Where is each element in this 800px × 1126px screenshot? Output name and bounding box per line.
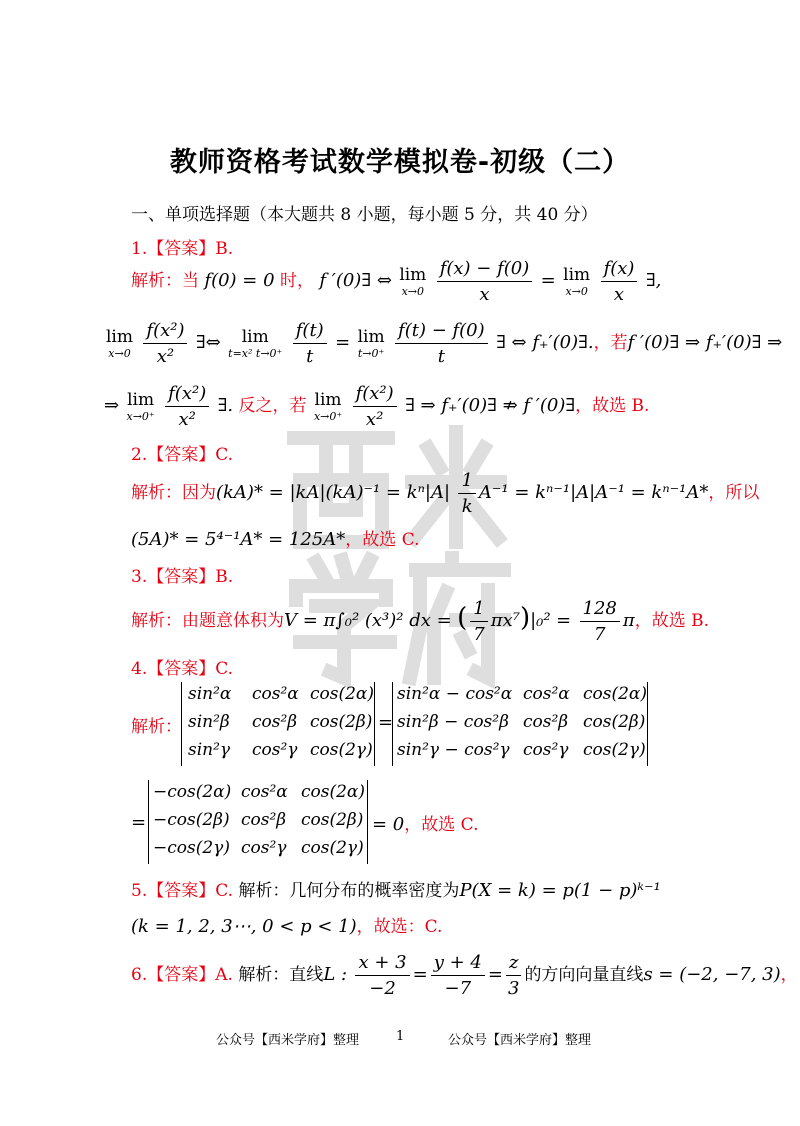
q1-fraction-2: $\frac{f(x)}{x}$ [601, 258, 638, 305]
q4-result [372, 810, 478, 835]
q1-conversely: 反之，若 [238, 396, 307, 416]
q1-not-imply: ∃ ⇒ f₊′(0)∃ ⇏ f ′(0)∃ [405, 395, 576, 416]
q3-evaluation: |₀² [530, 610, 551, 631]
q3-explanation-label: 解析：由题意体积为 [131, 611, 284, 631]
q1-line-2 [104, 320, 782, 367]
q1-equals: = [540, 270, 556, 291]
q1-fraction-4: $\frac{f(t)}{t}$ [293, 320, 327, 367]
q2-line-1 [131, 470, 759, 517]
q1-limit-3: lim x→0 [106, 327, 133, 360]
q6-vector: s = (−2, −7, 3) [643, 964, 781, 985]
q4-determinant-2: sin²α − cos²α cos²α cos(2α) sin²β − cos²β cos²β cos(2β) sin²γ − cos²γ cos²γ cos(2γ) [392, 682, 648, 766]
page-number: 1 [396, 1029, 405, 1044]
q5-line-1 [131, 876, 661, 901]
q1-iff: ∃⇔ [195, 332, 221, 353]
q6-line-label: L : [323, 964, 348, 985]
q1-implication: f ′(0)∃ ⇒ f₊′(0)∃ ⇒ [627, 332, 783, 353]
q5-formula: P(X = k) = p(1 − p)ᵏ⁻¹ [459, 880, 661, 901]
q5-choose: ，故选：C. [356, 917, 443, 937]
q1-condition: f(0) = 0 [204, 270, 275, 291]
q4-equals-1: = [378, 712, 394, 733]
q3-fraction-2: $\frac{128}{7}$ [580, 598, 620, 645]
q6-line-1: 6.【答案】A. 解析：直线L : $\frac{x + 3}{-2}$ = $\frac{y + 4}{-7}$ = $\frac{z}{3}$ 的方向向量直线s = (−2, −7, 3)， [131, 952, 798, 999]
q1-fraction-3: $\frac{\text{f(x²)}}{\text{x²}}$ [143, 320, 187, 367]
page-title: 教师资格考试数学模拟卷-初级（二） [169, 147, 631, 178]
q1-right-derivative: ∃ ⇔ f₊′(0)∃. [496, 332, 594, 353]
q1-limit-7: lim x→0⁺ [313, 390, 343, 423]
q2-formula-a: (kA)* = |kA|(kA)⁻¹ = kⁿ|A| [216, 482, 451, 503]
q6-explanation: 解析：直线 [238, 965, 324, 985]
q5-line-2 [131, 912, 442, 937]
q2-choose: ，故选 C. [345, 530, 420, 550]
q1-limit-6: lim x→0⁺ [126, 390, 155, 423]
q6-comma: ， [780, 965, 798, 985]
q1-if: ，若 [593, 333, 628, 353]
answer-1: 1.【答案】B. [131, 239, 234, 259]
watermark-logo [286, 420, 516, 690]
q4-explanation-label: 解析： [131, 717, 182, 737]
q1-exists-2: ∃. [217, 395, 234, 416]
q6-fraction-3: $\frac{z}{3}$ [506, 952, 521, 999]
q3-equals: = [556, 610, 572, 631]
q3-choose: ，故选 B. [634, 611, 710, 631]
q3-antiderivative: πx⁷ [490, 610, 520, 631]
footer-right: 公众号【西米学府】整理 [448, 1033, 592, 1048]
q1-limit-5: lim t→0⁺ [357, 327, 385, 360]
q2-formula-b: A⁻¹ = kⁿ⁻¹|A|A⁻¹ = kⁿ⁻¹A* [478, 482, 709, 503]
answer-3: 3.【答案】B. [131, 567, 234, 587]
answer-2: 2.【答案】C. [131, 445, 234, 465]
answer-6: 6.【答案】A. [131, 965, 233, 985]
q5-explanation: 解析：几何分布的概率密度为 [238, 881, 460, 901]
q1-fraction-6: $\frac{\text{f(x²)}}{\text{x²}}$ [165, 383, 209, 430]
q1-implies: ⇒ [104, 395, 120, 416]
q1-fraction-7: $\frac{\text{f(x²)}}{\text{x²}}$ [353, 383, 397, 430]
q6-fraction-1: $\frac{x + 3}{-2}$ [355, 952, 409, 999]
q2-line-2 [131, 525, 420, 550]
q4-choose: ，故选 C. [404, 815, 479, 835]
q1-when: 时， [279, 271, 314, 291]
q1-choose: ，故选 B. [575, 396, 650, 416]
q3-line-1: 解析：由题意体积为V = π∫₀² (x³)² dx = ( $\frac{1}{7}$ πx⁷)|₀² = $\frac{128}{7}$ π，故选 B. [131, 598, 710, 645]
q5-domain: (k = 1, 2, 3⋯, 0 < p < 1) [131, 916, 357, 937]
q1-explanation-label: 解析：当 [131, 271, 199, 291]
q2-explanation-label: 解析：因为 [131, 483, 216, 503]
q1-fraction-5: $\frac{f(t) - f(0)}{t}$ [395, 320, 488, 367]
q1-line-1 [131, 258, 661, 305]
q1-line-3 [104, 383, 649, 430]
q4-equals-2: = [131, 812, 147, 833]
q1-exists: ∃, [645, 270, 662, 291]
q1-equals-2: = [335, 332, 351, 353]
q2-therefore: ，所以 [708, 483, 760, 503]
q1-limit-2: lim x→0 [563, 265, 591, 298]
q3-pi: π [622, 610, 635, 631]
q2-result: (5A)* = 5⁴⁻¹A* = 125A* [131, 529, 346, 550]
q6-fraction-2: $\frac{y + 4}{-7}$ [431, 952, 485, 999]
answer-4: 4.【答案】C. [131, 659, 234, 679]
q4-determinant-1: sin²α cos²α cos(2α) sin²β cos²β cos(2β) sin²γ cos²γ cos(2γ) [181, 682, 375, 766]
q3-integral: V = π∫₀² (x³)² dx = [284, 610, 452, 631]
q6-direction-text: 的方向向量直线 [524, 965, 644, 985]
q1-fraction-1: $\frac{f(x) - f(0)}{x}$ [437, 258, 533, 305]
q3-fraction-1: $\frac{1}{7}$ [470, 598, 487, 645]
q4-zero: = 0 [372, 814, 405, 835]
q4-determinant-3: −cos(2α) cos²α cos(2α) −cos(2β) cos²β cos(2β) −cos(2γ) cos²γ cos(2γ) [148, 780, 368, 864]
q1-limit-1: lim x→0 [399, 265, 427, 298]
q2-fraction: $\frac{1}{k}$ [458, 470, 475, 517]
answer-5: 5.【答案】C. [131, 881, 234, 901]
q1-limit-4: lim t=x² t→0⁺ [228, 327, 283, 360]
section-heading: 一、单项选择题（本大题共 8 小题，每小题 5 分，共 40 分） [131, 205, 598, 225]
q1-derivative-exists: f ′(0)∃ ⇔ [319, 270, 392, 291]
footer-left: 公众号【西米学府】整理 [216, 1033, 360, 1048]
